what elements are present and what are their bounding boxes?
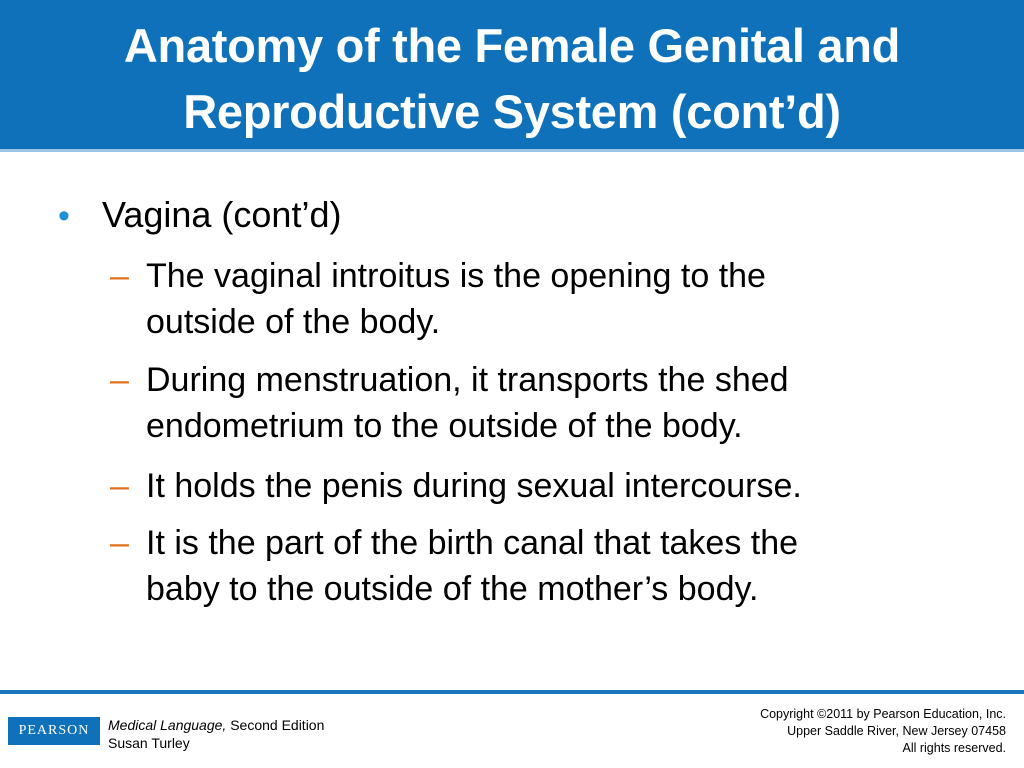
sub-bullet-1-line-2: outside of the body. — [146, 303, 441, 341]
sub-bullet-4-line-2: baby to the outside of the mother’s body. — [146, 570, 759, 608]
footer-copyright — [606, 706, 1006, 757]
sub-bullet-3 — [110, 463, 990, 509]
dash-marker: – — [110, 524, 129, 562]
sub-bullet-2-line-1: During menstruation, it transports the shed — [146, 361, 789, 399]
main-bullet-text: Vagina (cont’d) — [102, 194, 342, 235]
footer-divider — [0, 690, 1024, 694]
dash-marker: – — [110, 257, 129, 295]
sub-bullet-2-line-2: endometrium to the outside of the body. — [146, 407, 743, 445]
copyright-line-1: Copyright ©2011 by Pearson Education, Inc. — [760, 707, 1006, 721]
slide-title-line-1: Anatomy of the Female Genital and — [123, 19, 901, 72]
copyright-line-3: All rights reserved. — [902, 741, 1006, 755]
sub-bullet-4-line-1: It is the part of the birth canal that takes the — [146, 524, 799, 562]
book-edition: Second Edition — [226, 717, 325, 733]
copyright-line-2: Upper Saddle River, New Jersey 07458 — [787, 724, 1006, 738]
book-title: Medical Language, — [108, 717, 227, 733]
sub-bullet-3-line-1: It holds the penis during sexual intercourse. — [146, 467, 802, 505]
slide-title-line-2: Reproductive System (cont’d) — [183, 85, 841, 138]
dash-marker: – — [110, 361, 129, 399]
title-bar — [0, 0, 1024, 152]
main-bullet — [58, 190, 341, 240]
sub-bullet-4 — [110, 520, 990, 612]
dash-marker: – — [110, 467, 129, 505]
book-author: Susan Turley — [108, 735, 190, 751]
sub-bullet-1-line-1: The vaginal introitus is the opening to the — [146, 257, 766, 295]
bullet-marker: • — [58, 197, 70, 235]
sub-bullet-1 — [110, 253, 990, 345]
footer-book-info — [108, 716, 324, 752]
pearson-logo: PEARSON — [8, 717, 100, 745]
sub-bullet-2 — [110, 357, 990, 449]
